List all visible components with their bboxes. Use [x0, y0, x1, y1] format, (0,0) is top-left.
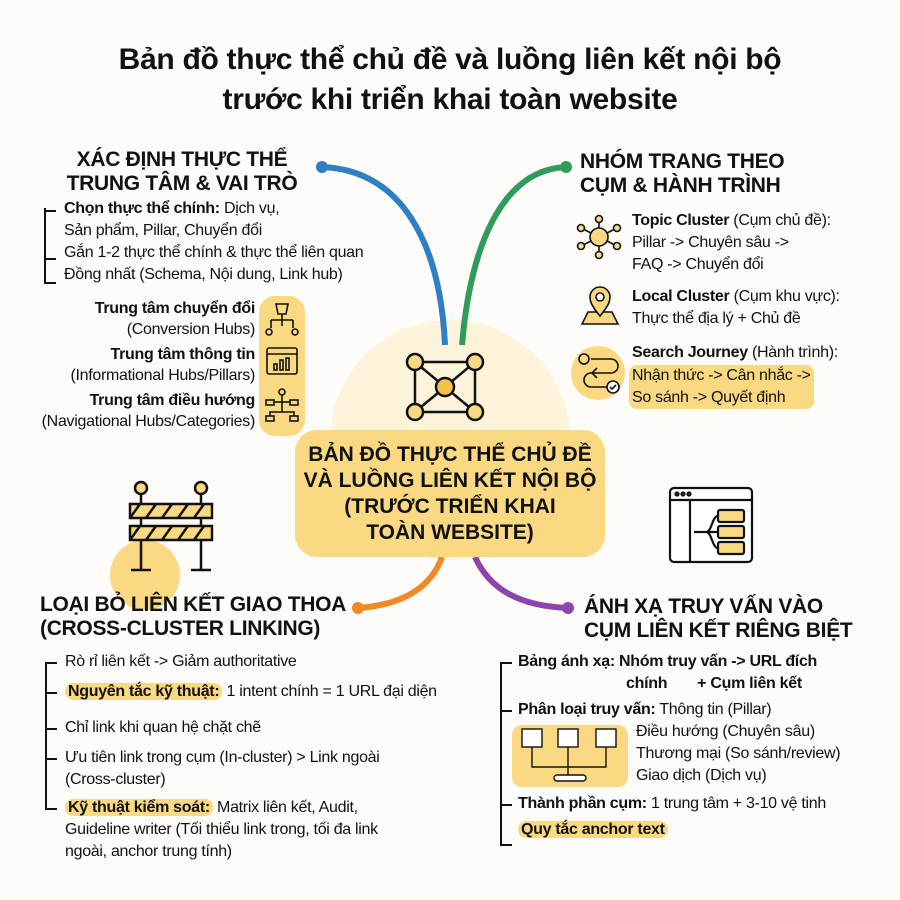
item-text: 1 trung tâm + 3-10 vệ tinh: [646, 795, 826, 812]
list-item: [64, 198, 454, 286]
item-text: FAQ -> Chuyển đổi: [632, 256, 764, 273]
item-bold: Search Journey: [632, 344, 748, 361]
list-item: [65, 651, 505, 681]
item-bold: Kỹ thuật kiểm soát:: [65, 799, 213, 816]
item-text: Giao dịch (Dịch vụ): [636, 767, 767, 784]
center-line: TOÀN WEBSITE): [366, 521, 534, 544]
anchor-item: [518, 819, 898, 841]
list-item: [65, 747, 505, 797]
hub-list: [10, 298, 255, 432]
heading-line: LOẠI BỎ LIÊN KẾT GIAO THOA: [40, 593, 347, 616]
hub-title: Trung tâm điều hướng: [89, 392, 255, 409]
hub-sub: (Navigational Hubs/Categories): [41, 413, 255, 430]
mapping-line: chính: [626, 675, 668, 692]
item-bold: Local Cluster: [632, 288, 730, 305]
hub-item: [10, 298, 255, 344]
mapping-line: Bảng ánh xạ: Nhóm truy vấn -> URL đích: [518, 653, 818, 670]
hub-icons-pill: [259, 296, 305, 436]
item-text: Ưu tiên link trong cụm (In-cluster) > Link ngoài: [65, 749, 380, 766]
list-item: [65, 717, 505, 747]
heading-line: TRUNG TÂM & VAI TRÒ: [66, 172, 298, 195]
hub-sub: (Conversion Hubs): [126, 321, 255, 338]
item-text: (Cross-cluster): [65, 771, 166, 788]
map-pin-icon: [578, 284, 622, 328]
heading-line: CỤM & HÀNH TRÌNH: [580, 174, 781, 197]
connector-orange: [358, 557, 442, 608]
item-text: Nhận thức -> Cân nhắc ->: [632, 367, 811, 384]
list-item: [65, 797, 505, 863]
topic-cluster-icon: [576, 214, 622, 260]
list-item: [632, 342, 897, 409]
heading-line: CỤM LIÊN KẾT RIÊNG BIỆT: [584, 619, 853, 642]
bottom-right-heading: [584, 595, 884, 643]
hub-item: [10, 344, 255, 390]
connector-green: [462, 167, 566, 345]
list-item: [632, 286, 897, 342]
item-bold: Nguyên tắc kỹ thuật:: [65, 683, 222, 700]
item-text: Thực thể địa lý + Chủ đề: [632, 310, 801, 327]
hub-title: Trung tâm chuyển đổi: [94, 300, 255, 317]
item-text: Thương mại (So sánh/review): [636, 745, 841, 762]
title-line-2: trước khi triển khai toàn website: [222, 83, 678, 116]
network-hub-icon: [405, 352, 485, 422]
query-mapping-window-icon: [668, 486, 754, 564]
bottom-right-bracket: [500, 662, 510, 846]
center-line: BẢN ĐỒ THỰC THỂ CHỦ ĐỀ: [308, 443, 592, 466]
hub-item: [10, 390, 255, 432]
classify-rest: [636, 721, 840, 787]
components-item: [518, 793, 898, 819]
conversion-funnel-icon: [266, 304, 298, 335]
top-left-heading: [62, 148, 302, 196]
mapping-line: + Cụm liên kết: [697, 675, 802, 692]
item-text: (Hành trình):: [747, 344, 838, 361]
item-bold: Quy tắc anchor text: [518, 821, 668, 838]
top-right-heading: [580, 150, 880, 198]
item-text: Sản phẩm, Pillar, Chuyển đổi: [64, 222, 262, 239]
item-bold: Chọn thực thể chính:: [64, 200, 220, 217]
item-bold: Thành phần cụm:: [518, 795, 647, 812]
item-text: Chỉ link khi quan hệ chặt chẽ: [65, 719, 261, 736]
top-left-list: [44, 200, 444, 284]
heading-line: XÁC ĐỊNH THỰC THỂ: [76, 148, 288, 171]
item-text: 1 intent chính = 1 URL đại diện: [222, 683, 437, 700]
center-line: (TRƯỚC TRIỂN KHAI: [344, 495, 556, 518]
item-text: (Cụm chủ đề):: [729, 212, 831, 229]
search-journey-icon: [571, 346, 625, 400]
connector-green-dot: [560, 161, 572, 173]
item-text: Thông tin (Pillar): [655, 701, 772, 718]
connector-blue-dot: [316, 161, 328, 173]
pages-network-icon: [512, 725, 628, 787]
item-text: Gắn 1-2 thực thể chính & thực thể liên quan: [64, 244, 364, 261]
center-line: VÀ LUỒNG LIÊN KẾT NỘI BỘ: [303, 469, 597, 492]
bottom-right-list: [518, 651, 898, 841]
classify-item: [518, 699, 898, 793]
item-text: Pillar -> Chuyên sâu ->: [632, 234, 789, 251]
bar-chart-window-icon: [267, 348, 297, 374]
item-bold: Phân loại truy vấn:: [518, 701, 656, 718]
list-item: [632, 210, 897, 286]
bottom-left-heading: [40, 593, 360, 641]
item-bold: Topic Cluster: [632, 212, 730, 229]
hub-title: Trung tâm thông tin: [110, 346, 255, 363]
page-title: [0, 40, 900, 120]
title-line-1: Bản đồ thực thể chủ đề và luồng liên kết nội bộ: [118, 43, 782, 76]
list-item: [65, 681, 505, 717]
road-barrier-icon: [126, 478, 216, 578]
item-text: Rò rỉ liên kết -> Giảm authoritative: [65, 653, 297, 670]
item-text: So sánh -> Quyết định: [632, 389, 786, 406]
heading-line: (CROSS-CLUSTER LINKING): [40, 617, 321, 640]
heading-line: NHÓM TRANG THEO: [580, 150, 785, 173]
hub-sub: (Informational Hubs/Pillars): [70, 367, 255, 384]
item-text: Đồng nhất (Schema, Nội dung, Link hub): [64, 266, 343, 283]
item-text: (Cụm khu vực):: [729, 288, 840, 305]
center-title-box: [295, 430, 605, 557]
bottom-left-list: [65, 651, 505, 863]
item-text: Matrix liên kết, Audit,: [212, 799, 358, 816]
mapping-item: [518, 651, 898, 699]
connector-purple-dot: [562, 602, 574, 614]
top-right-list: [632, 210, 897, 409]
item-text: ngoài, anchor trung tính): [65, 843, 232, 860]
item-text: Guideline writer (Tối thiểu link trong, tối đa link: [65, 821, 378, 838]
bottom-left-bracket: [45, 662, 55, 810]
connector-purple: [475, 557, 568, 608]
item-text: Điều hướng (Chuyên sâu): [636, 723, 815, 740]
sitemap-icon: [266, 389, 298, 421]
heading-line: ÁNH XẠ TRUY VẤN VÀO: [584, 595, 823, 618]
item-text: Dịch vụ,: [219, 200, 280, 217]
